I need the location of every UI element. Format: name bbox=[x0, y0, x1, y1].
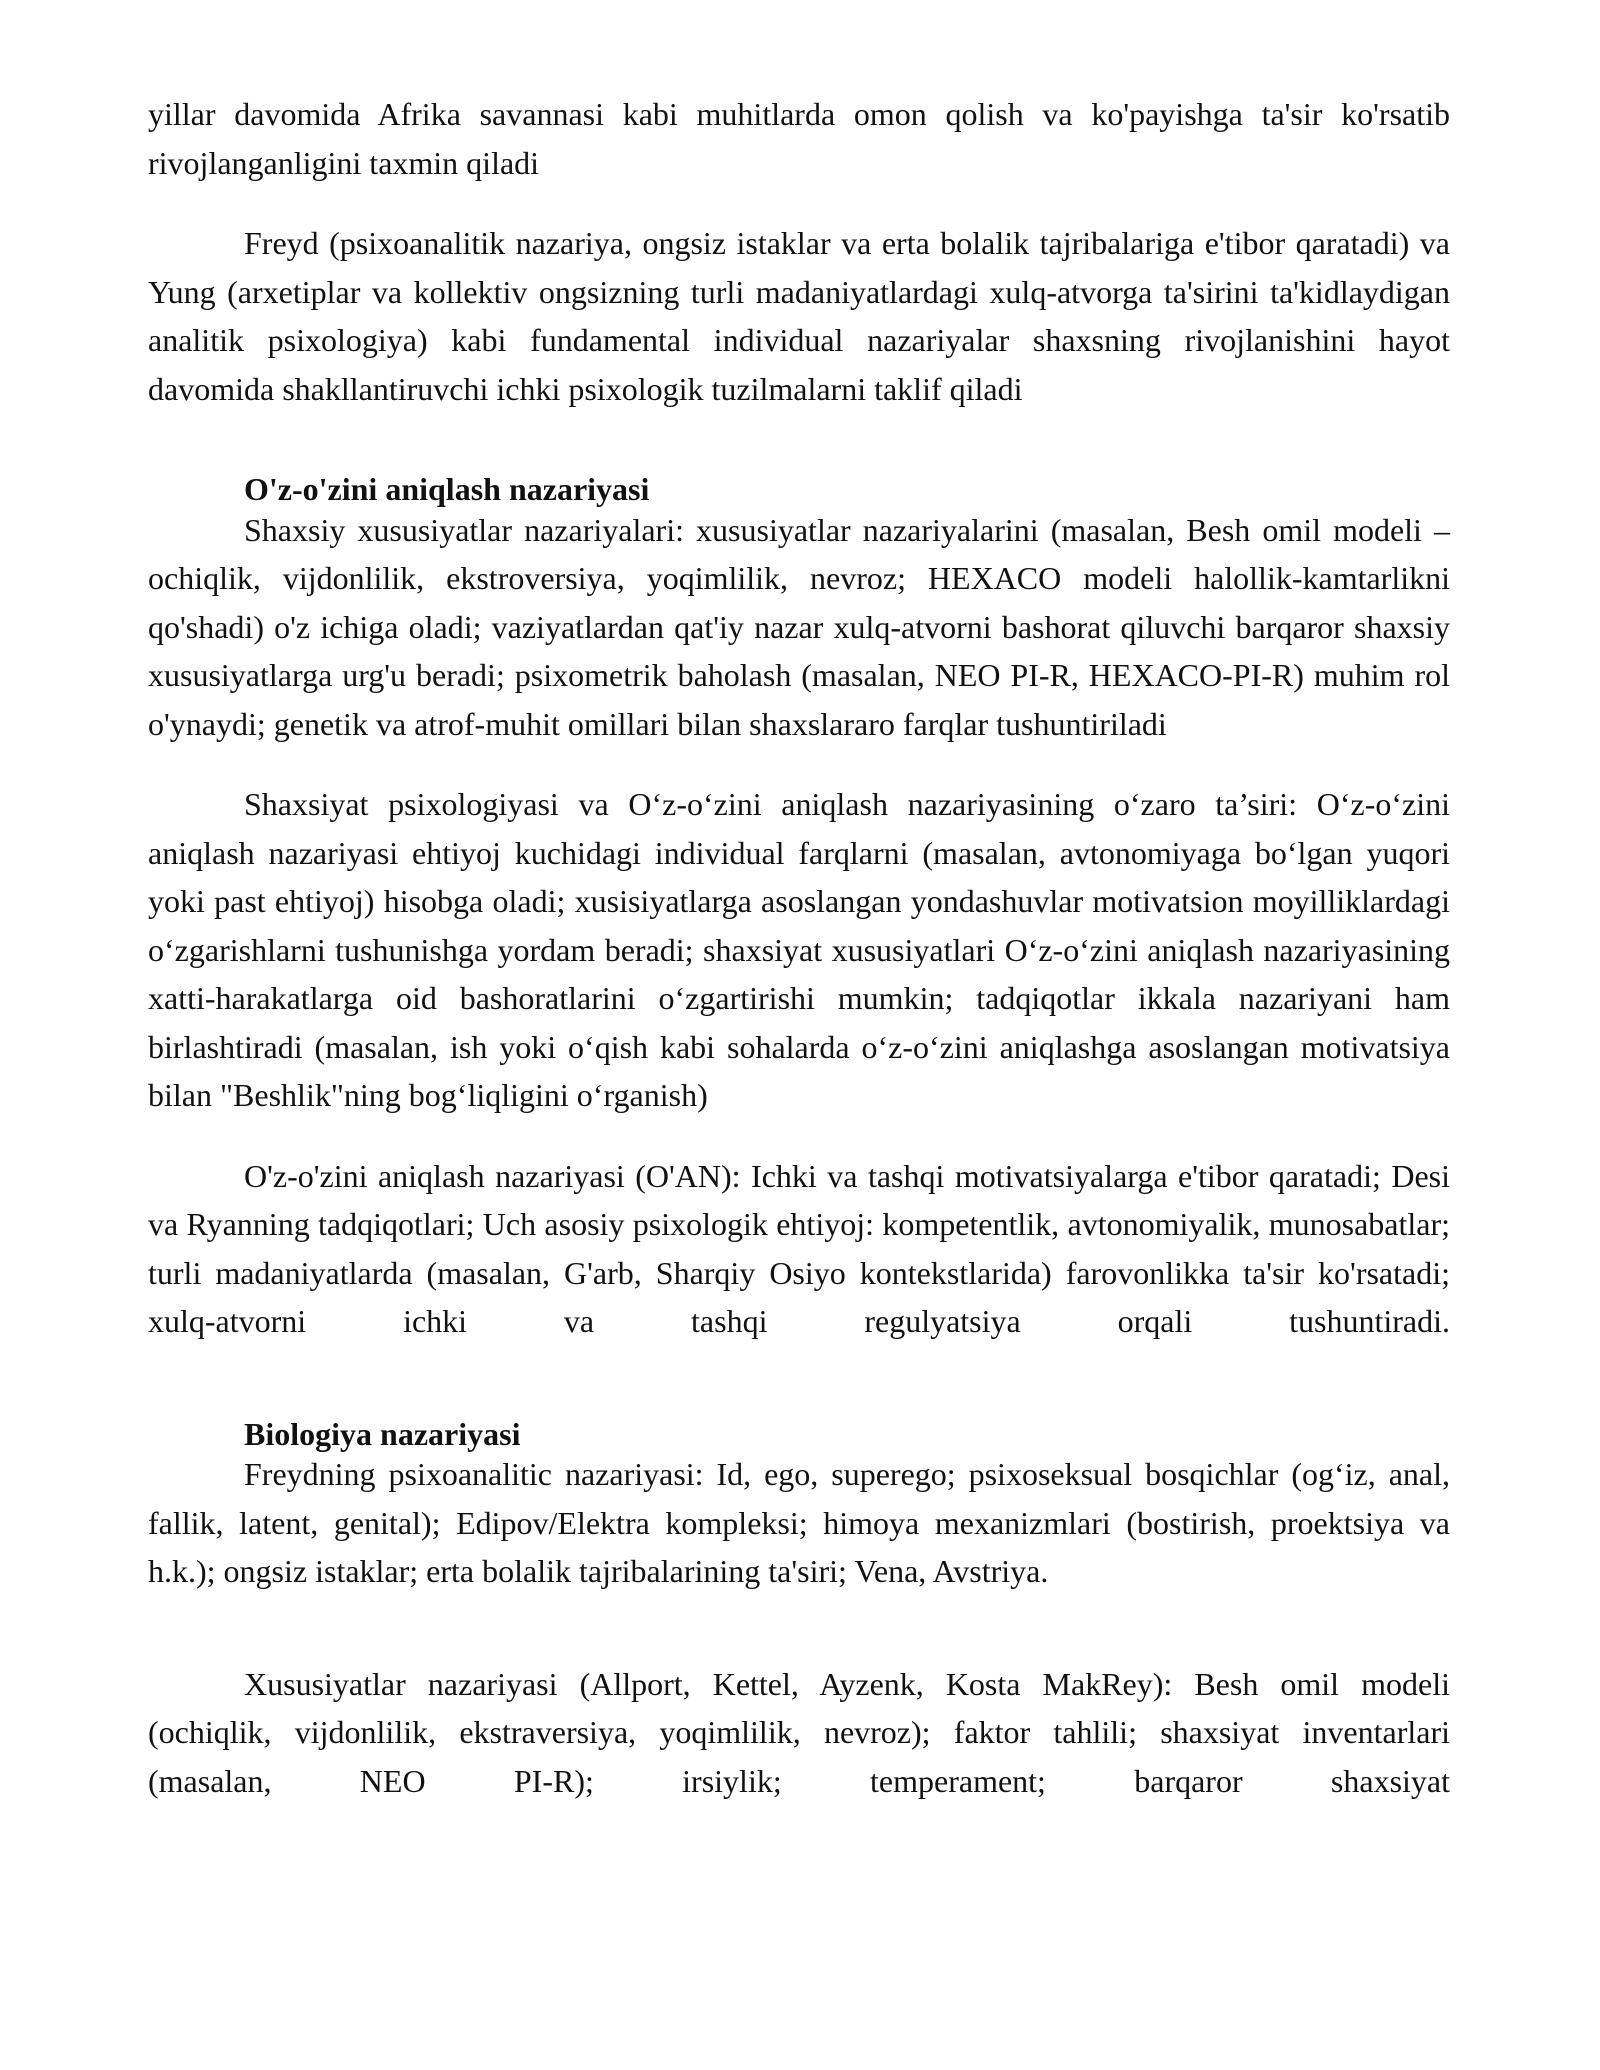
paragraph-continuation: yillar davomida Afrika savannasi kabi muhitlarda omon qolish va ko'payishga ta'sir ko'rsatib rivojlanganligini taxmin qiladi bbox=[148, 96, 1450, 181]
paragraph-trait-theory-allport: Xususiyatlar nazariyasi (Allport, Kettel, Ayzenk, Kosta MakRey): Besh omil modeli (ochiqlik, vijdonlilik, ekstraversiya, yoqimlilik, nevroz); faktor tahlili; shaxsiyat inventarlari (masalan, NEO PI-R); irsiylik; temperament; barqaror shaxsiyat bbox=[148, 1665, 1450, 1799]
paragraph-freud-jung: Freyd (psixoanalitik nazariya, ongsiz istaklar va erta bolalik tajribalariga e'tibor qaratadi) va Yung (arxetiplar va kollektiv ongsizning turli madaniyatlardagi xulq-atvorga ta'sirini ta'kidlaydigan analitik psixologiya) kabi fundamental individual nazariyalar shaxsning rivojlanishini hayot davomida shakllantiruvchi ichki psixologik tuzilmalarni taklif qiladi bbox=[148, 225, 1450, 407]
document-page bbox=[148, 90, 1450, 1805]
section-heading-self-determination: O'z-o'zini aniqlash nazariyasi bbox=[244, 471, 650, 507]
paragraph-sdt-definition: O'z-o'zini aniqlash nazariyasi (O'AN): Ichki va tashqi motivatsiyalarga e'tibor qaratadi; Desi va Ryanning tadqiqotlari; Uch asosiy psixologik ehtiyoj: kompetentlik, avtonomiyalik, munosabatlar; turli madaniyatlarda (masalan, G'arb, Sharqiy Osiyo kontekstlarida) farovonlikka ta'sir ko'rsatadi; xulq-atvorni ichki va tashqi regulyatsiya orqali tushuntiradi. bbox=[148, 1157, 1450, 1339]
paragraph-trait-theories: Shaxsiy xususiyatlar nazariyalari: xususiyatlar nazariyalarini (masalan, Besh omil modeli – ochiqlik, vijdonlilik, ekstroversiya, yoqimlilik, nevroz; HEXACO modeli halollik-kamtarlikni qo'shadi) o'z ichiga oladi; vaziyatlardan qat'iy nazar xulq-atvorni bashorat qiluvchi barqaror shaxsiy xususiyatlarga urg'u beradi; psixometrik baholash (masalan, NEO PI-R, HEXACO-PI-R) muhim rol o'ynaydi; genetik va atrof-muhit omillari bilan shaxslararo farqlar tushuntiriladi bbox=[148, 511, 1450, 742]
section-heading-biology: Biologiya nazariyasi bbox=[244, 1415, 521, 1452]
paragraph-freud-psychoanalytic: Freydning psixoanalitic nazariyasi: Id, ego, superego; psixoseksual bosqichlar (og‘iz, anal, fallik, latent, genital); Edipov/Elektra kompleksi; himoya mexanizmlari (bostirish, proektsiya va h.k.); ongsiz istaklar; erta bolalik tajribalarining ta'siri; Vena, Avstriya. bbox=[148, 1456, 1450, 1589]
paragraph-personality-sdt-interaction: Shaxsiyat psixologiyasi va O‘z-o‘zini aniqlash nazariyasining o‘zaro ta’siri: O‘z-o‘zini aniqlash nazariyasi ehtiyoj kuchidagi individual farqlarni (masalan, avtonomiyaga bo‘lgan yuqori yoki past ehtiyoj) hisobga oladi; xusisiyatlarga asoslangan yondashuvlar motivatsion moyilliklardagi o‘zgarishlarni tushunishga yordam beradi; shaxsiyat xususiyatlari O‘z-o‘zini aniqlash nazariyasining xatti-harakatlarga oid bashoratlarini o‘zgartirishi mumkin; tadqiqotlar ikkala nazariyani ham birlashtiradi (masalan, ish yoki o‘qish kabi sohalarda o‘z-o‘zini aniqlashga asoslangan motivatsiya bilan "Beshlik"ning bog‘liqligini o‘rganish) bbox=[148, 786, 1450, 1113]
